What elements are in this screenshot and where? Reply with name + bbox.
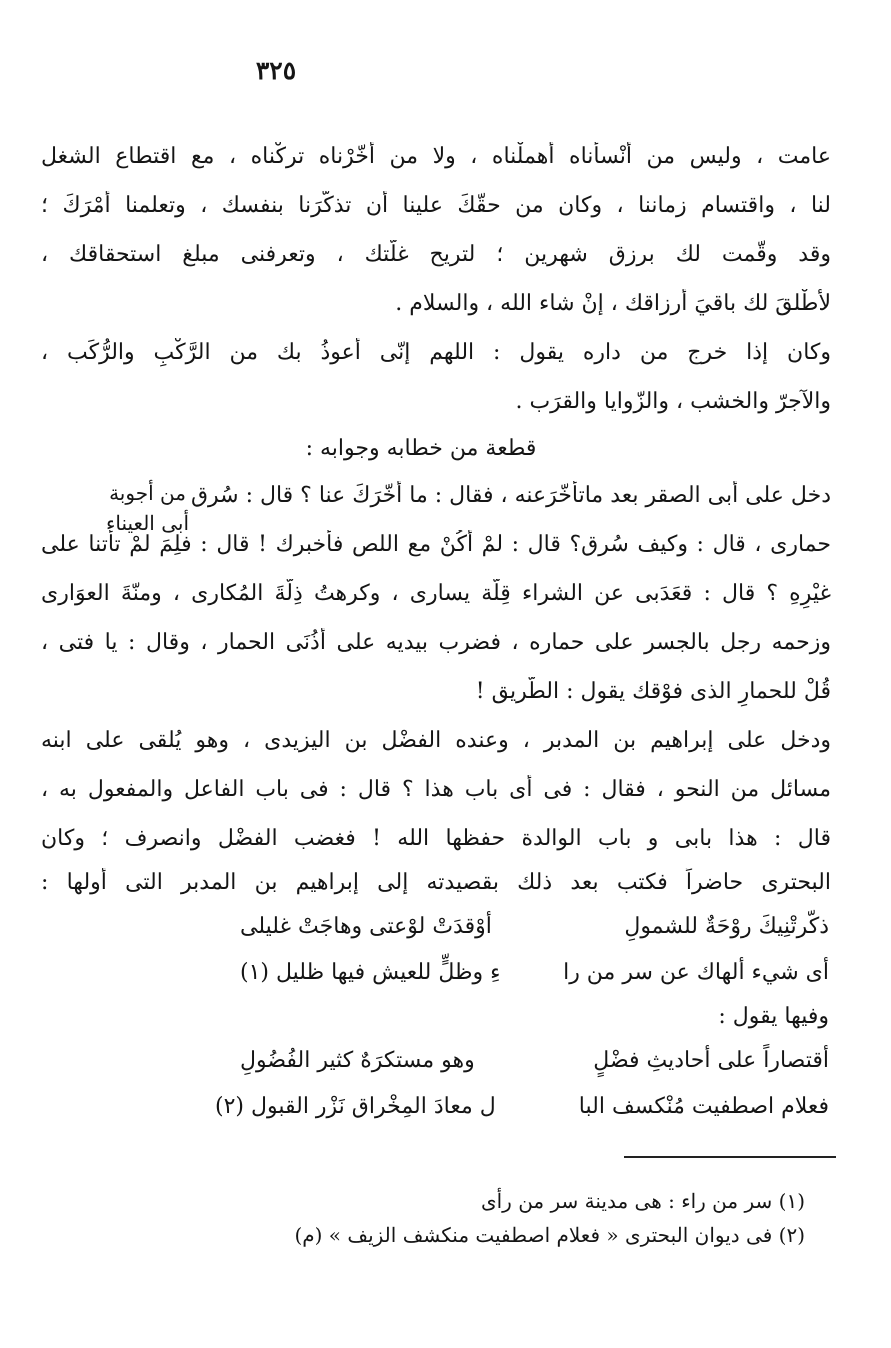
text-line: ودخل على إبراهيم بن المدبر ، وعنده الفضْل بن اليزيدى ، وهو يُلقى على ابنه — [41, 728, 831, 753]
verse-hemistich-right: ذكّرتْنِيكَ روْحَةٌ للشمولِ — [624, 914, 829, 939]
footnote-rule — [624, 1156, 836, 1158]
text-line: قال : هذا بابى و باب الوالدة حفظها الله ! فغضب الفضْل وانصرف ؛ وكان — [41, 826, 831, 851]
page-number: ٣٢٥ — [255, 56, 297, 85]
text-line: حمارى ، قال : وكيف سُرق؟ قال : لمْ أكُنْ مع اللص فأخبرك ! قال : فلِمَ لمْ تأتنا على — [41, 532, 831, 557]
verse-hemistich-left: ءِ وظلٍّ للعيش فيها ظليل (١) — [240, 960, 501, 985]
text-line: وقد وقّمت لك برزق شهرين ؛ لتريح غلّتك ، وتعرفنى مبلغ استحقاقك ، — [41, 242, 831, 267]
text-line: مسائل من النحو ، فقال : فى أى باب هذا ؟ قال : فى باب الفاعل والمفعول به ، — [41, 777, 831, 802]
text-line: البحترى حاضراً فكتب بعد ذلك بقصيدته إلى إبراهيم بن المدبر التى أولها : — [41, 870, 831, 895]
text-line: غيْرِهِ ؟ قال : قعَدَبى عن الشراء قِلّة يسارى ، وكرهتُ ذِلّةَ المُكارى ، ومنّةَ العوَارى — [41, 581, 831, 606]
footnote: (٢) فى ديوان البحترى « فعلام اصطفيت منكشف الزيف » (م) — [294, 1223, 805, 1247]
text-line: عامت ، وليس من أنْسأناه أهملْناه ، ولا من أخّرْناه تركْناه ، مع اقتطاع الشغل — [41, 144, 831, 169]
verse-hemistich-right: فعلام اصطفيت مُنْكسف البا — [578, 1094, 829, 1119]
footnote: (١) سر من راء : هى مدينة سر من رأى — [480, 1189, 805, 1213]
text-line: دخل على أبى الصقر بعد ماتأخّرَعنه ، فقال : ما أخّرَكَ عنا ؟ قال : سُرق — [191, 483, 831, 508]
margin-note-line: من أجوبة — [109, 481, 186, 505]
verse-intro: وفيها يقول : — [718, 1004, 829, 1029]
text-line: وكان إذا خرج من داره يقول : اللهم إنّى أعوذُ بك من الرَّكْبِ والرُّكَب ، — [41, 340, 831, 365]
text-line: لنا ، واقتسام زماننا ، وكان من حقّكَ علينا أن تذكّرَنا بنفسك ، وتعلمنا أمْرَكَ ؛ — [41, 193, 831, 218]
verse-hemistich-right: أقتصاراً على أحاديثِ فضْلٍ — [593, 1048, 829, 1073]
text-line: لأُطْلقَ لك باقيَ أرزاقك ، إنْ شاء الله ، والسلام . — [395, 291, 831, 316]
text-line: والآجرّ والخشب ، والزّوايا والقرَب . — [515, 389, 831, 414]
verse-hemistich-left: وهو مستكرَهٌ كثير الفُضُولِ — [240, 1048, 475, 1073]
verse-hemistich-left: ل معادَ المِخْراق نَزْر القبول (٢) — [215, 1094, 496, 1119]
margin-note-line: أبى العيناء — [105, 511, 190, 535]
section-heading: قطعة من خطابه وجوابه : — [305, 436, 537, 461]
verse-hemistich-right: أى شيء ألهاك عن سر من را — [563, 960, 829, 985]
text-line: قُلْ للحمارِ الذى فوْقك يقول : الطّريق ! — [475, 679, 831, 704]
text-line: وزحمه رجل بالجسر على حماره ، فضرب بيديه على أذُنَى الحمار ، وقال : يا فتى ، — [41, 630, 831, 655]
verse-hemistich-left: أوْقدَتْ لوْعتى وهاجَتْ غليلى — [240, 914, 492, 939]
